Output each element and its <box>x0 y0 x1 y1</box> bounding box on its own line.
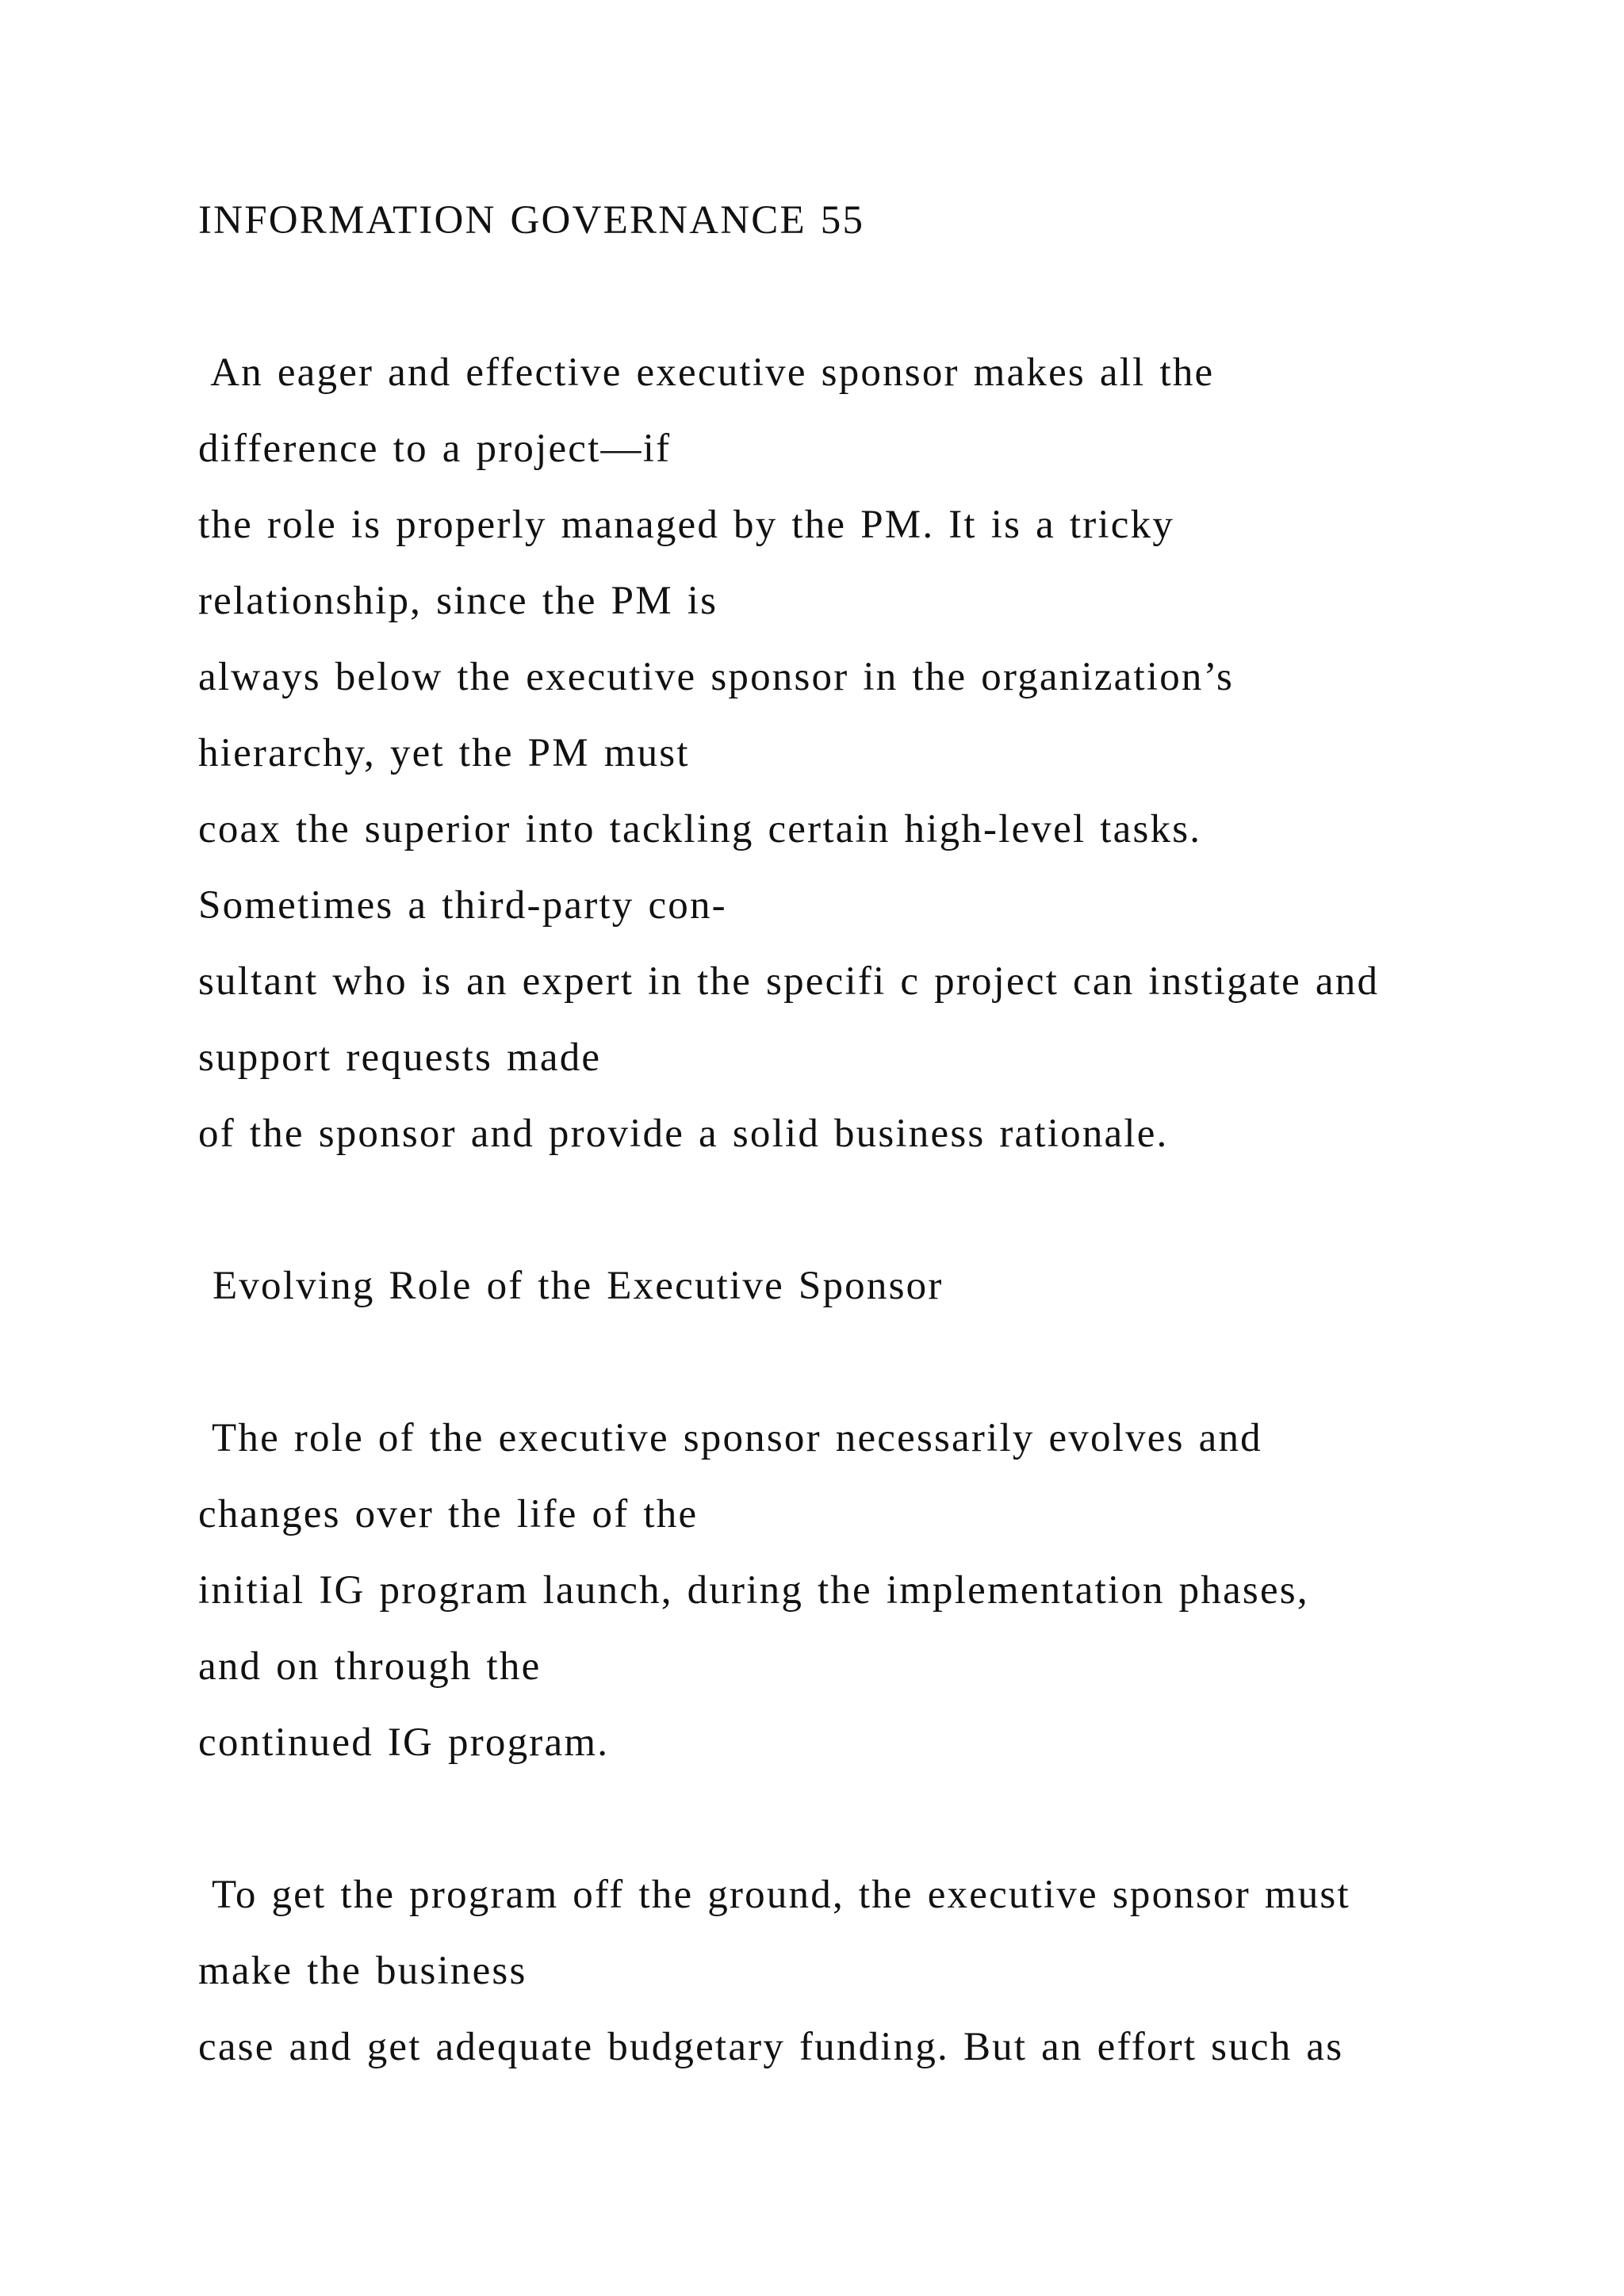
text-line: make the business <box>198 1949 527 1993</box>
paragraph-program-launch <box>198 1857 1594 2085</box>
section-heading <box>198 1248 1594 1324</box>
spacer <box>198 1324 1594 1400</box>
text-line: difference to a project—if <box>198 427 672 471</box>
paragraph-evolving-role <box>198 1400 1594 1781</box>
text-line: the role is properly managed by the PM. It is a tricky <box>198 503 1175 547</box>
text-line: of the sponsor and provide a solid business rationale. <box>198 1112 1169 1156</box>
text-line: relationship, since the PM is <box>198 579 718 623</box>
text-line: support requests made <box>198 1035 602 1080</box>
document-body <box>198 182 1594 2085</box>
spacer <box>198 1781 1594 1857</box>
text-line: continued IG program. <box>198 1720 610 1765</box>
text-line: changes over the life of the <box>198 1492 699 1536</box>
text-line: Sometimes a third-party con- <box>198 883 727 928</box>
text-line: hierarchy, yet the PM must <box>198 731 690 775</box>
text-line: The role of the executive sponsor necessarily evolves and <box>198 1416 1262 1460</box>
text-line: An eager and effective executive sponsor makes all the <box>198 350 1215 395</box>
text-line: always below the executive sponsor in the organization’s <box>198 655 1235 699</box>
text-line: coax the superior into tackling certain high-level tasks. <box>198 807 1202 851</box>
text-line: case and get adequate budgetary funding. But an effort such as <box>198 2025 1344 2069</box>
page-header: INFORMATION GOVERNANCE 55 <box>198 198 865 243</box>
paragraph-executive-sponsor-intro <box>198 335 1594 1172</box>
text-line: To get the program off the ground, the executive sponsor must <box>198 1873 1350 1917</box>
text-line: and on through the <box>198 1644 542 1689</box>
text-line: sultant who is an expert in the specifi c project can instigate and <box>198 959 1380 1004</box>
heading-text: Evolving Role of the Executive Sponsor <box>198 1264 944 1308</box>
spacer <box>198 258 1594 335</box>
spacer <box>198 1172 1594 1248</box>
text-line: initial IG program launch, during the implementation phases, <box>198 1568 1309 1613</box>
